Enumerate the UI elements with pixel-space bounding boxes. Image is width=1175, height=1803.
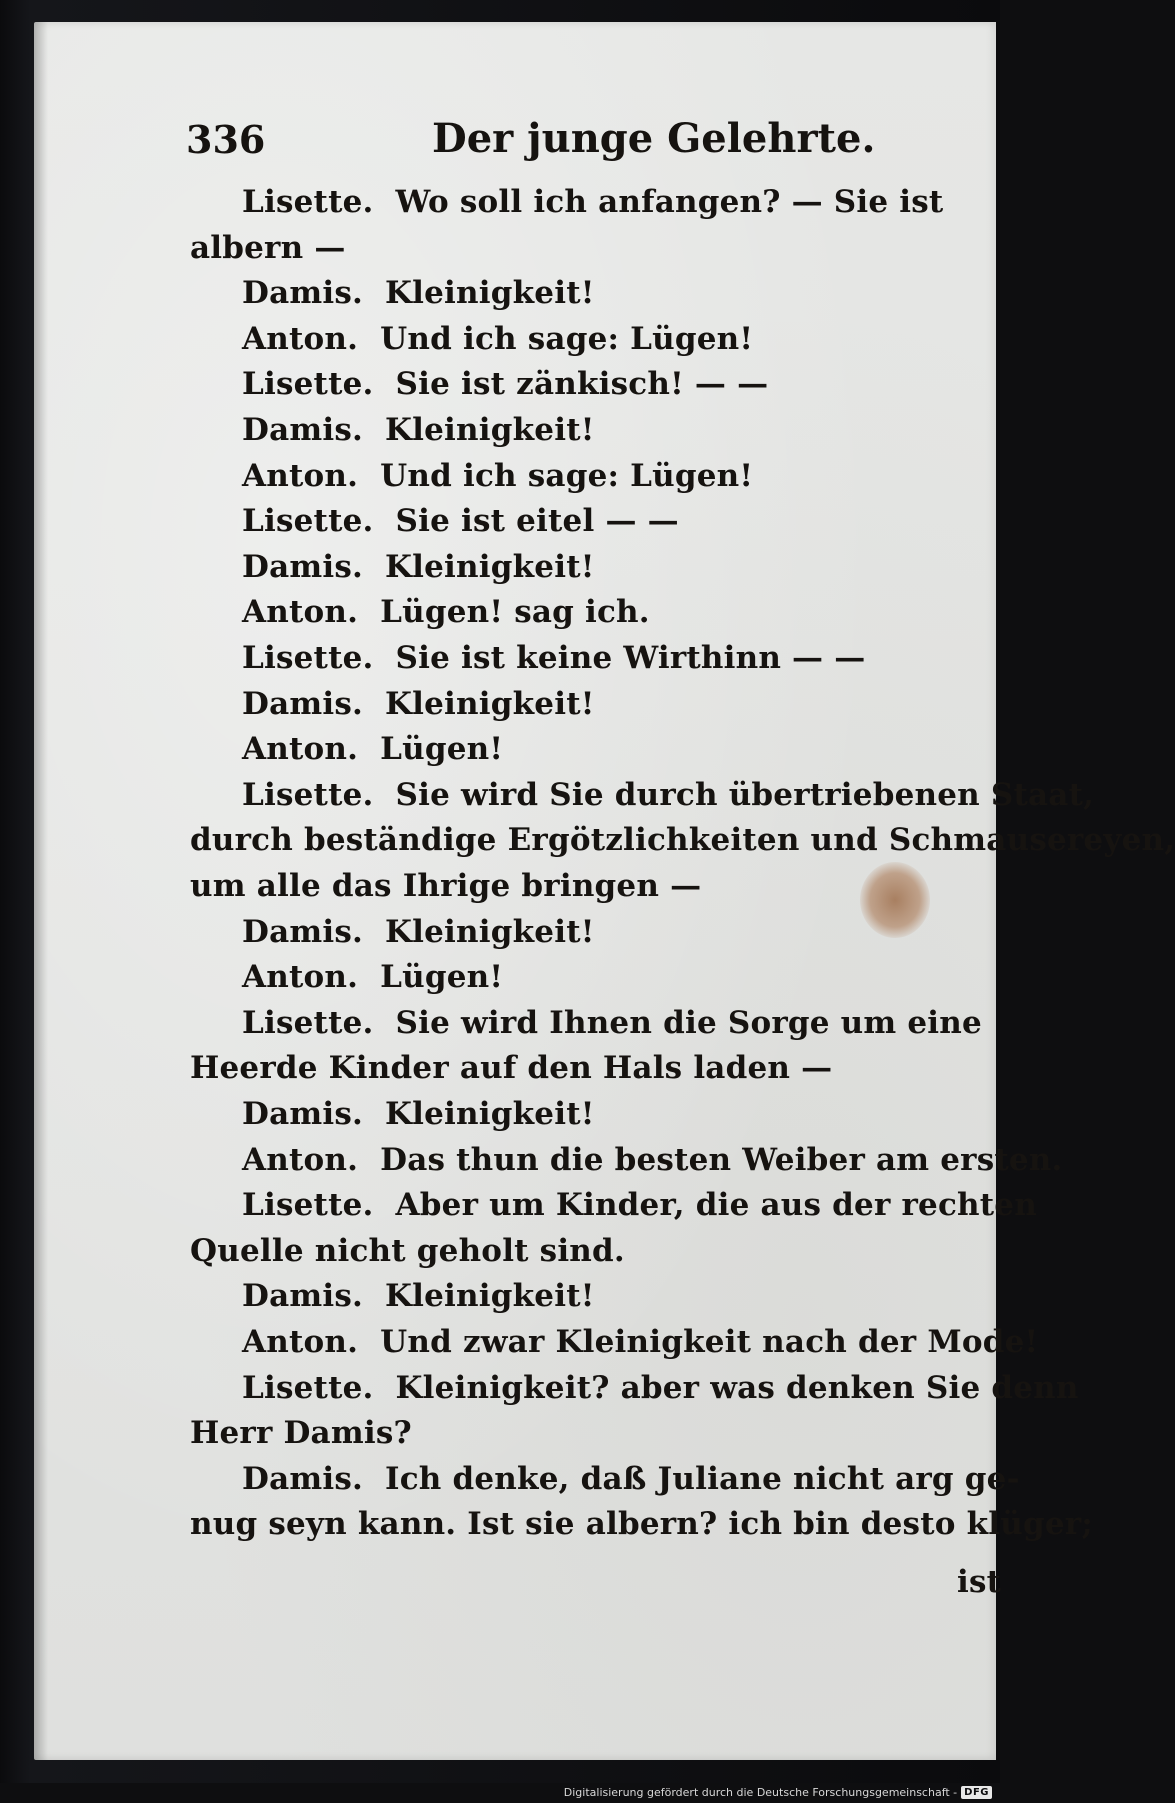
- catchword: ist: [957, 1564, 1002, 1600]
- text-line: [242, 1459, 1020, 1499]
- line-text: Lügen! sag ich.: [380, 594, 650, 631]
- line-text: Kleinigkeit!: [385, 1096, 595, 1132]
- line-text: Sie wird Ihnen die Sorge um eine: [395, 1004, 982, 1041]
- text-line: [242, 1003, 982, 1043]
- text-line: [190, 1048, 832, 1088]
- speaker-name: Anton.: [242, 1324, 359, 1360]
- text-line: [242, 364, 768, 404]
- speaker-name: Damis.: [242, 1096, 363, 1132]
- speaker-name: Lisette.: [242, 366, 374, 403]
- line-text: um alle das Ihrige bringen —: [190, 868, 702, 904]
- line-text: Kleinigkeit!: [385, 1278, 595, 1315]
- line-text: Kleinigkeit!: [385, 685, 595, 722]
- text-line: [190, 228, 346, 268]
- footer-credit: Digitalisierung gefördert durch die Deutsche Forschungsgemeinschaft -: [563, 1785, 958, 1799]
- text-line: [190, 1504, 1093, 1544]
- speaker-name: Damis.: [242, 412, 363, 448]
- text-line: [242, 1140, 1063, 1180]
- line-text: Kleinigkeit? aber was denken Sie denn: [395, 1369, 1079, 1406]
- speaker-name: Anton.: [242, 1141, 359, 1178]
- page-number: 336: [186, 117, 266, 162]
- line-text: Sie ist keine Wirthinn — —: [395, 640, 866, 676]
- text-line: [242, 912, 595, 952]
- text-line: [242, 319, 753, 359]
- line-text: Sie ist eitel — —: [395, 503, 679, 540]
- line-text: Kleinigkeit!: [385, 412, 595, 448]
- text-line: [242, 182, 943, 222]
- text-line: [190, 1413, 412, 1453]
- line-text: Sie wird Sie durch übertriebenen Staat,: [395, 776, 1095, 813]
- speaker-name: Lisette.: [242, 1369, 374, 1406]
- paper-stain: [860, 862, 930, 938]
- line-text: Und zwar Kleinigkeit nach der Mode!: [380, 1324, 1039, 1360]
- gutter-shadow: [34, 22, 48, 1760]
- text-line: [242, 1276, 595, 1316]
- text-line: [242, 1185, 1037, 1225]
- speaker-name: Anton.: [242, 320, 359, 357]
- speaker-name: Damis.: [242, 548, 363, 585]
- text-line: [242, 410, 595, 450]
- speaker-name: Damis.: [242, 275, 363, 312]
- speaker-name: Lisette.: [242, 503, 374, 540]
- line-text: Heerde Kinder auf den Hals laden —: [190, 1050, 833, 1087]
- text-line: [190, 866, 701, 906]
- speaker-name: Lisette.: [242, 640, 374, 676]
- running-title: Der junge Gelehrte.: [432, 115, 876, 162]
- text-line: [242, 1368, 1079, 1408]
- speaker-name: Lisette.: [242, 1004, 374, 1041]
- text-line: [190, 1231, 625, 1271]
- digitization-footer: [564, 1783, 992, 1801]
- line-text: Wo soll ich anfangen? — Sie ist: [395, 184, 944, 220]
- line-text: Das thun die besten Weiber am ersten.: [380, 1141, 1063, 1178]
- text-line: [242, 638, 865, 678]
- text-line: [242, 957, 503, 997]
- line-text: durch beständige Ergötzlichkeiten und Schmausereyen,: [190, 822, 1175, 859]
- text-line: [242, 501, 679, 541]
- text-line: [190, 820, 1175, 860]
- line-text: Kleinigkeit!: [385, 913, 595, 950]
- speaker-name: Damis.: [242, 913, 363, 950]
- line-text: nug seyn kann. Ist sie albern? ich bin desto klüger;: [190, 1506, 1093, 1543]
- line-text: Lügen!: [380, 731, 504, 768]
- line-text: Herr Damis?: [190, 1415, 412, 1452]
- speaker-name: Anton.: [242, 731, 359, 768]
- text-line: [242, 456, 753, 496]
- line-text: Aber um Kinder, die aus der rechten: [395, 1187, 1037, 1224]
- line-text: Ich denke, daß Juliane nicht arg ge-: [385, 1460, 1020, 1497]
- dfg-logo: DFG: [961, 1786, 992, 1799]
- speaker-name: Damis.: [242, 1460, 363, 1497]
- speaker-name: Anton.: [242, 959, 359, 996]
- speaker-name: Lisette.: [242, 776, 374, 813]
- book-page: [34, 22, 1175, 1760]
- line-text: Sie ist zänkisch! — —: [395, 366, 769, 403]
- speaker-name: Anton.: [242, 457, 359, 494]
- line-text: albern —: [190, 229, 346, 266]
- text-line: [242, 775, 1094, 815]
- line-text: Kleinigkeit!: [385, 275, 595, 312]
- text-line: [242, 729, 503, 769]
- line-text: Und ich sage: Lügen!: [380, 457, 754, 494]
- text-line: [242, 273, 595, 313]
- speaker-name: Damis.: [242, 685, 363, 722]
- text-line: [242, 547, 595, 587]
- text-line: [242, 684, 595, 724]
- speaker-name: Damis.: [242, 1278, 363, 1315]
- line-text: Kleinigkeit!: [385, 548, 595, 585]
- text-line: [242, 1094, 595, 1134]
- text-line: [242, 1322, 1038, 1362]
- speaker-name: Anton.: [242, 594, 359, 631]
- speaker-name: Lisette.: [242, 1187, 374, 1224]
- speaker-name: Lisette.: [242, 184, 374, 220]
- text-line: [242, 592, 650, 632]
- line-text: Quelle nicht geholt sind.: [190, 1232, 625, 1269]
- line-text: Und ich sage: Lügen!: [380, 320, 754, 357]
- line-text: Lügen!: [380, 959, 504, 996]
